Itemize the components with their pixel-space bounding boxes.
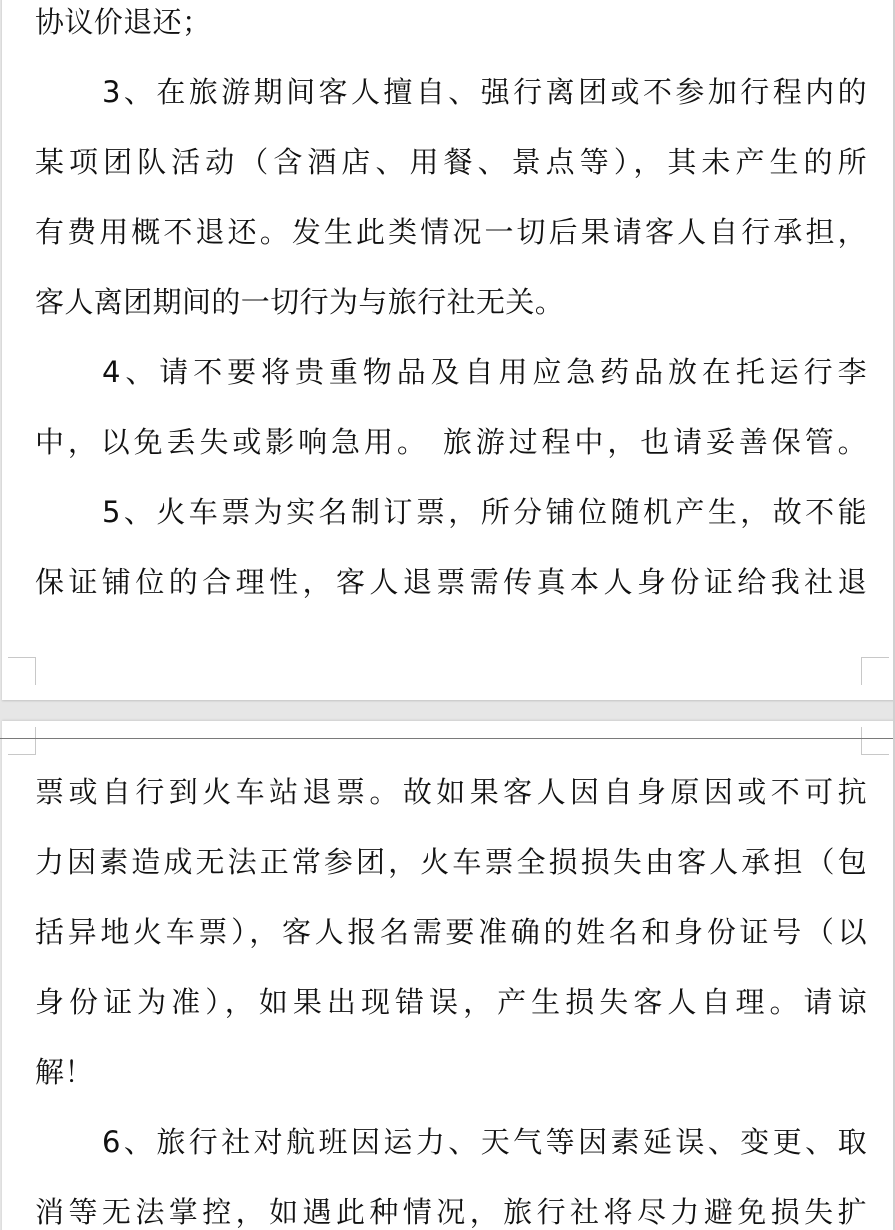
text-line: 力因素造成无法正常参团，火车票全损损失由客人承担（包: [35, 845, 867, 879]
text-line: 客人离团期间的一切行为与旅行社无关。: [35, 285, 565, 319]
page-corner-mark: [861, 657, 889, 685]
text-line: 某项团队活动（含酒店、用餐、景点等），其未产生的所: [35, 145, 867, 179]
text-line: 解！: [35, 1055, 94, 1089]
text-line: 6、旅行社对航班因运力、天气等因素延误、变更、取: [102, 1125, 867, 1159]
text-line: 有费用概不退还。发生此类情况一切后果请客人自行承担，: [35, 215, 867, 249]
text-line: 身份证为准），如果出现错误，产生损失客人自理。请谅: [35, 985, 867, 1019]
page-corner-mark: [861, 727, 889, 755]
text-line: 3、在旅游期间客人擅自、强行离团或不参加行程内的: [102, 75, 867, 109]
page-corner-mark: [8, 727, 36, 755]
text-line: 票或自行到火车站退票。故如果客人因自身原因或不可抗: [35, 775, 867, 809]
text-line: 括异地火车票），客人报名需要准确的姓名和身份证号（以: [35, 915, 867, 949]
document-page-2: [2, 721, 895, 1230]
page-corner-mark: [8, 657, 36, 685]
text-line: 4、请不要将贵重物品及自用应急药品放在托运行李: [102, 355, 867, 389]
text-line: 消等无法掌控，如遇此种情况，旅行社将尽力避免损失扩: [35, 1195, 867, 1229]
text-line: 协议价退还；: [35, 5, 212, 39]
text-line: 中，以免丢失或影响急用。 旅游过程中，也请妥善保管。: [35, 425, 867, 459]
page-break-line: [0, 738, 895, 739]
document-page-1: [2, 0, 895, 700]
text-line: 保证铺位的合理性，客人退票需传真本人身份证给我社退: [35, 565, 867, 599]
text-line: 5、火车票为实名制订票，所分铺位随机产生，故不能: [102, 495, 867, 529]
